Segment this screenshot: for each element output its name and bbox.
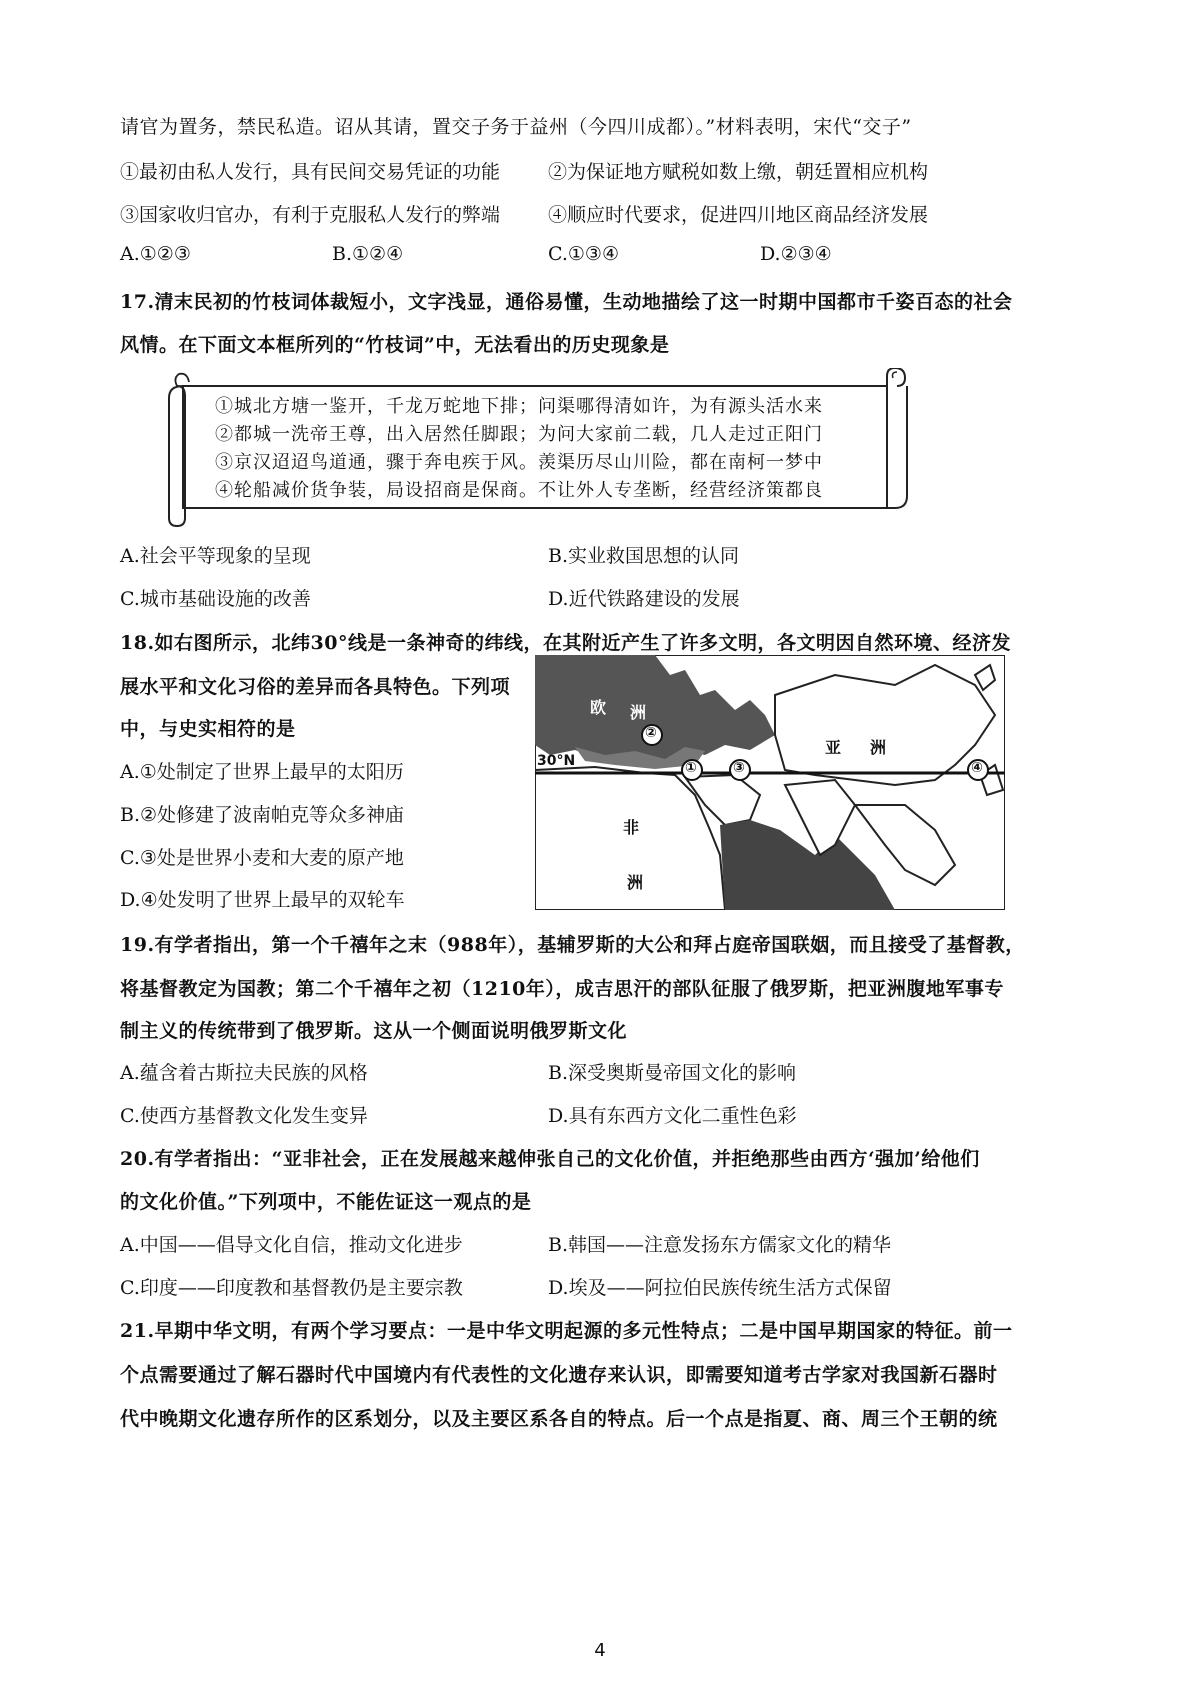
map-label-asia-2: 洲 <box>870 738 887 757</box>
q16-statement-2: ②为保证地方赋税如数上缴，朝廷置相应机构 <box>548 161 929 183</box>
marker-3: ③ <box>733 760 745 776</box>
q18-stem-line-1: 18.如右图所示，北纬30°线是一条神奇的纬线，在其附近产生了许多文明，各文明因自然环境、经济发 <box>120 632 1011 654</box>
poem-scroll-box <box>165 368 915 528</box>
world-map-30n <box>535 655 1005 910</box>
poem-line-1: ①城北方塘一鉴开，千龙万蛇地下排；问渠哪得清如许，为有源头活水来 <box>215 396 823 417</box>
q19-stem-line-2: 将基督教定为国教；第二个千禧年之初（1210年），成吉思汗的部队征服了俄罗斯，把亚洲腹地军事专 <box>120 978 1004 1000</box>
q16-option-d[interactable]: D.②③④ <box>760 243 832 265</box>
q21-stem-line-1: 21.早期中华文明，有两个学习要点：一是中华文明起源的多元性特点；二是中国早期国家的特征。前一 <box>120 1320 1013 1342</box>
q16-statement-3: ③国家收归官办，有利于克服私人发行的弊端 <box>120 204 501 226</box>
q19-stem-line-1: 19.有学者指出，第一个千禧年之末（988年），基辅罗斯的大公和拜占庭帝国联姻，而且接受了基督教， <box>120 934 1025 956</box>
q19-option-b[interactable]: B.深受奥斯曼帝国文化的影响 <box>548 1062 797 1084</box>
q16-option-c[interactable]: C.①③④ <box>548 243 619 265</box>
q17-stem-line-2: 风情。在下面文本框所列的“竹枝词”中，无法看出的历史现象是 <box>120 334 670 356</box>
q18-stem-line-2: 展水平和文化习俗的差异而各具特色。下列项 <box>120 676 511 698</box>
q18-option-a[interactable]: A.①处制定了世界上最早的太阳历 <box>120 761 404 783</box>
map-label-europe-2: 洲 <box>630 703 647 722</box>
q17-option-c[interactable]: C.城市基础设施的改善 <box>120 588 311 610</box>
map-label-europe: 欧 <box>590 698 607 717</box>
marker-2: ② <box>645 725 657 741</box>
marker-4: ④ <box>971 760 983 776</box>
poem-line-4: ④轮船减价货争装，局设招商是保商。不让外人专垄断，经营经济策都良 <box>215 480 823 501</box>
q16-option-b[interactable]: B.①②④ <box>332 243 404 265</box>
q16-statement-4: ④顺应时代要求，促进四川地区商品经济发展 <box>548 204 929 226</box>
map-label-africa: 非 <box>623 818 640 837</box>
q20-stem-line-2: 的文化价值。”下列项中，不能佐证这一观点的是 <box>120 1191 532 1213</box>
q16-statement-1: ①最初由私人发行，具有民间交易凭证的功能 <box>120 161 501 183</box>
poem-line-3: ③京汉迢迢鸟道通，骤于奔电疾于风。羡渠历尽山川险，都在南柯一梦中 <box>215 452 823 473</box>
q20-option-d[interactable]: D.埃及——阿拉伯民族传统生活方式保留 <box>548 1277 892 1299</box>
q17-stem-line-1: 17.清末民初的竹枝词体裁短小，文字浅显，通俗易懂，生动地描绘了这一时期中国都市千姿百态的社会 <box>120 291 1013 313</box>
q17-option-b[interactable]: B.实业救国思想的认同 <box>548 545 740 567</box>
q17-option-a[interactable]: A.社会平等现象的呈现 <box>120 545 311 567</box>
q19-option-c[interactable]: C.使西方基督教文化发生变异 <box>120 1105 368 1127</box>
map-graphic <box>535 655 1005 910</box>
page-number: 4 <box>594 1640 606 1661</box>
q17-option-d[interactable]: D.近代铁路建设的发展 <box>548 588 740 610</box>
q21-stem-line-3: 代中晚期文化遗存所作的区系划分，以及主要区系各自的特点。后一个点是指夏、商、周三个王朝的统 <box>120 1408 998 1430</box>
q20-option-b[interactable]: B.韩国——注意发扬东方儒家文化的精华 <box>548 1234 892 1256</box>
q16-option-a[interactable]: A.①②③ <box>120 243 191 265</box>
q16-stem-line: 请官为置务，禁民私造。诏从其请，置交子务于益州（今四川成都）。”材料表明，宋代“交子” <box>120 116 912 138</box>
q18-option-d[interactable]: D.④处发明了世界上最早的双轮车 <box>120 889 405 911</box>
q19-stem-line-3: 制主义的传统带到了俄罗斯。这从一个侧面说明俄罗斯文化 <box>120 1020 628 1042</box>
q20-option-c[interactable]: C.印度——印度教和基督教仍是主要宗教 <box>120 1277 463 1299</box>
q19-option-a[interactable]: A.蕴含着古斯拉夫民族的风格 <box>120 1062 368 1084</box>
q20-stem-line-1: 20.有学者指出：“亚非社会，正在发展越来越伸张自己的文化价值，并拒绝那些由西方‘强加’给他们 <box>120 1148 980 1170</box>
q21-stem-line-2: 个点需要通过了解石器时代中国境内有代表性的文化遗存来认识，即需要知道考古学家对我国新石器时 <box>120 1364 998 1386</box>
marker-1: ① <box>685 760 697 776</box>
poem-line-2: ②都城一洗帝王尊，出入居然任脚跟；为问大家前二载，几人走过正阳门 <box>215 424 823 445</box>
map-label-africa-2: 洲 <box>627 873 644 892</box>
map-label-asia: 亚 <box>825 738 842 757</box>
latitude-label: 30°N <box>537 753 576 769</box>
q20-option-a[interactable]: A.中国——倡导文化自信，推动文化进步 <box>120 1234 463 1256</box>
q18-option-c[interactable]: C.③处是世界小麦和大麦的原产地 <box>120 847 404 869</box>
q19-option-d[interactable]: D.具有东西方文化二重性色彩 <box>548 1105 797 1127</box>
q18-stem-line-3: 中，与史实相符的是 <box>120 718 296 740</box>
q18-option-b[interactable]: B.②处修建了波南帕克等众多神庙 <box>120 804 405 826</box>
